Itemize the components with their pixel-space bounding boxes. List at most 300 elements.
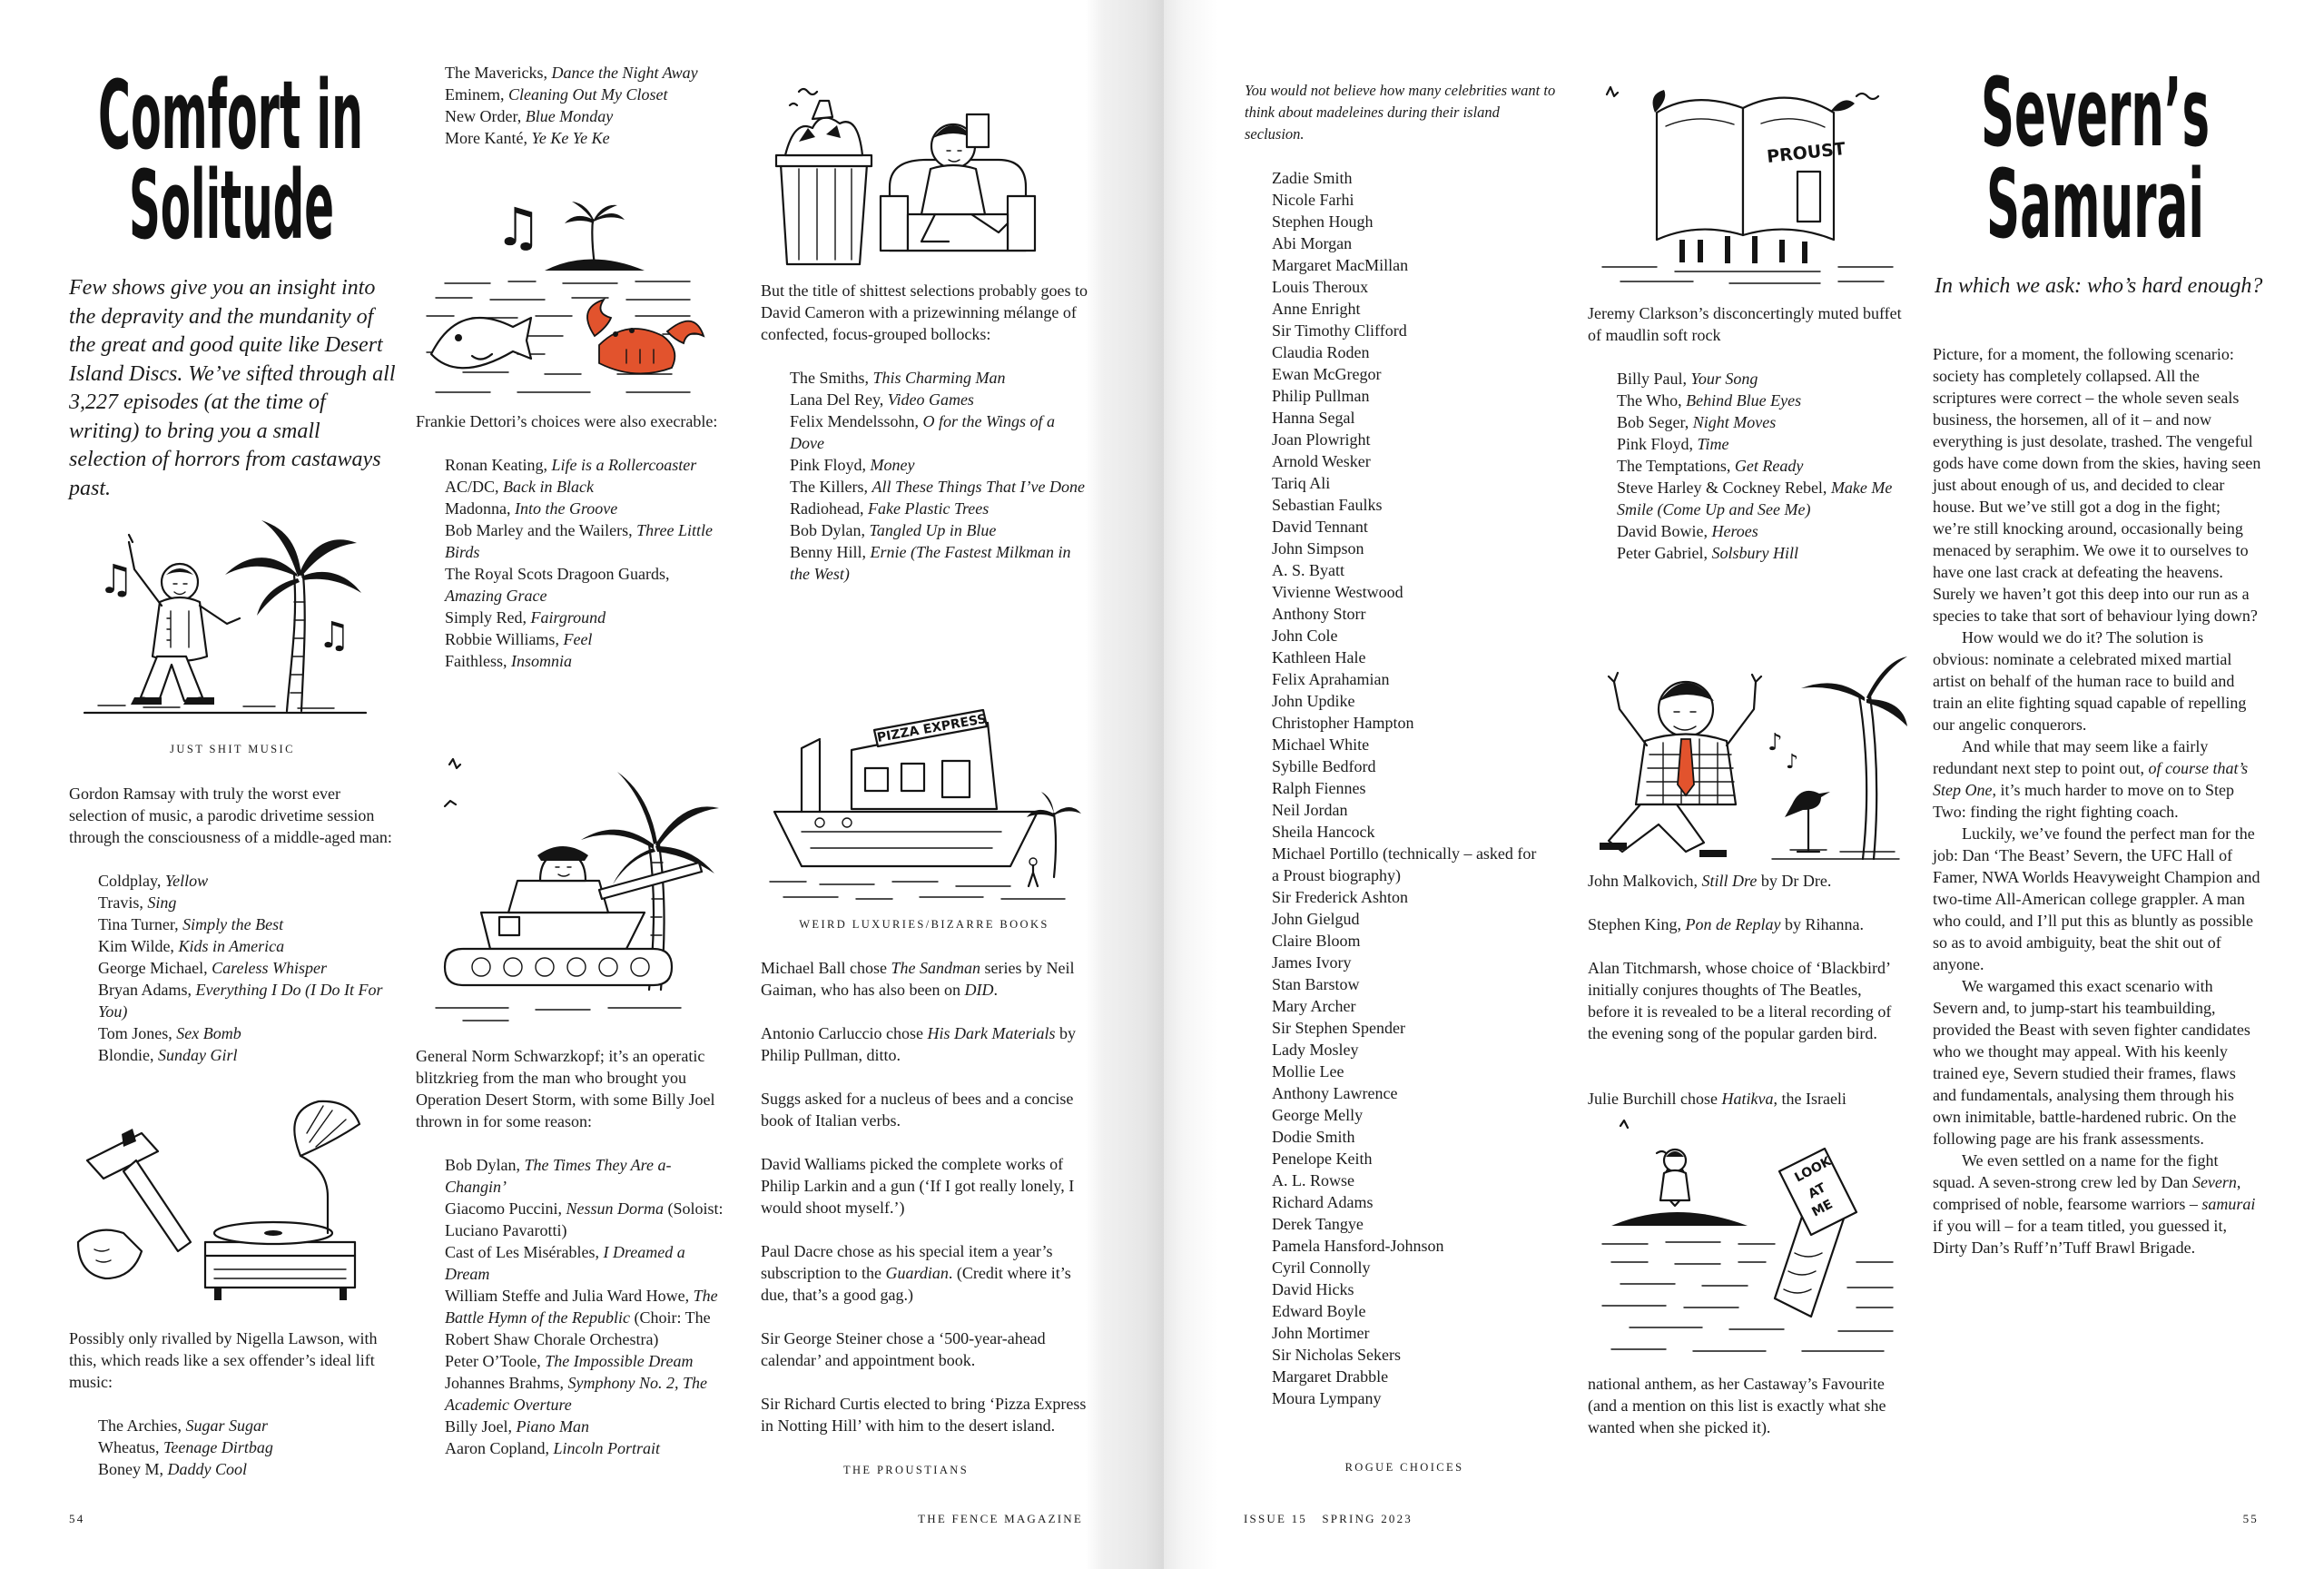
track-list-item (445, 498, 724, 519)
castaway-name: A. S. Byatt (1272, 561, 1345, 579)
article-title-comfort-in-solitude (87, 64, 378, 245)
track-list-item (445, 127, 753, 149)
castaway-name: Ralph Fiennes (1272, 779, 1366, 797)
castaway-name: Sir Nicholas Sekers (1272, 1346, 1401, 1364)
italic-title: All These Things That I’ve Done (872, 478, 1085, 496)
track-list-item (790, 454, 1088, 476)
castaway-name: Dodie Smith (1272, 1128, 1355, 1146)
italic-title: This Charming Man (872, 369, 1006, 387)
text-run: The Who, (1617, 391, 1687, 410)
text-run: Travis, (98, 893, 148, 912)
proustians-name-list (1272, 167, 1544, 1409)
italic-title: Solsbury Hill (1711, 544, 1798, 562)
message-text-me: ME (1809, 1197, 1836, 1220)
track-list-item (1617, 390, 1905, 411)
section-caption-just-shit-music: JUST SHIT MUSIC (170, 743, 295, 755)
title-line-2: Solitude (129, 150, 334, 245)
castaway-name: Mollie Lee (1272, 1062, 1344, 1081)
paragraph (1933, 343, 2261, 627)
track-list-item (445, 1350, 729, 1372)
music-note-icon: ♫ (495, 196, 542, 258)
castaway-name: Michael Portillo (technically – asked for a Proust biography) (1272, 844, 1537, 884)
text-run: We wargamed this exact scenario with Severn and, to jump-start his teambuilding, provided the Beast with seven fighter candidates who we thought may appeal. With his keenly trained eye, Severn studied their frames, flaws and fundamentals, analysing them through his own inimitable, battle-hardened rubric. On the following page are his frank assessments. (1933, 977, 2250, 1148)
dettori-section (416, 410, 724, 672)
italic-title: Cleaning Out My Closet (508, 85, 668, 104)
paragraph (761, 1327, 1088, 1371)
track-list-item (445, 476, 724, 498)
illustration-bin-man-armchair (763, 78, 1044, 271)
text-run: Johannes Brahms, (445, 1374, 568, 1392)
text-run: Stephen King, (1588, 915, 1686, 933)
text-run: Sir Richard Curtis elected to bring ‘Pizza Express in Notting Hill’ with him to the desert island. (761, 1395, 1087, 1435)
track-list-item (790, 476, 1088, 498)
track-list-item (98, 957, 396, 979)
castaway-name: Anthony Lawrence (1272, 1084, 1398, 1102)
text-run: Bryan Adams, (98, 981, 196, 999)
italic-title: Get Ready (1734, 457, 1804, 475)
castaway-name: A. L. Rowse (1272, 1171, 1354, 1189)
italic-title: Video Games (887, 390, 974, 409)
track-list-item (790, 389, 1088, 410)
text-run: More Kanté, (445, 129, 532, 147)
text-run: by Dr Dre. (1757, 872, 1832, 890)
italic-title: Nessun Dorma (566, 1199, 664, 1218)
italic-title: The Sandman (891, 959, 980, 977)
castaway-name: John Simpson (1272, 539, 1364, 558)
italic-title: Dance the Night Away (551, 64, 698, 82)
issue-footer: ISSUE 15 SPRING 2023 (1244, 1512, 1413, 1525)
italic-title: Life is a Rollercoaster (551, 456, 697, 474)
text-run: Bob Dylan, (790, 521, 870, 539)
ramsay-track-list (69, 870, 396, 1066)
track-list-item (790, 498, 1088, 519)
castaway-name: Vivienne Westwood (1272, 583, 1403, 601)
title-line-2: Samurai (1986, 149, 2204, 243)
castaway-name: David Tennant (1272, 518, 1368, 536)
italic-title: Still Dre (1701, 872, 1758, 890)
castaway-name: Sir Frederick Ashton (1272, 888, 1408, 906)
castaway-name: Arnold Wesker (1272, 452, 1371, 470)
schwarzkopf-track-list (416, 1154, 729, 1459)
castaway-name: Louis Theroux (1272, 278, 1369, 296)
italic-title: Ernie (The Fastest Milkman in the West) (790, 543, 1071, 583)
standfirst: Few shows give you an insight into the depravity and the mundanity of the great and good quite like Desert Island Discs. We’ve sifted through all 3,227 episodes (at the time of writing) to bring you a small selection of horrors from castaways past. (69, 276, 396, 500)
track-list-item (445, 84, 753, 105)
text-run: Billy Paul, (1617, 370, 1691, 388)
track-list-item (1617, 520, 1905, 542)
paragraph (1933, 975, 2261, 1150)
track-list-item (445, 62, 753, 84)
illustration-readers-proust-book (1593, 76, 1902, 287)
castaway-name: John Updike (1272, 692, 1355, 710)
italic-title: Three Little Birds (445, 521, 714, 561)
text-run: George Michael, (98, 959, 212, 977)
castaway-name: Mary Archer (1272, 997, 1356, 1015)
italic-title: Everything I Do (I Do It For You) (98, 981, 383, 1021)
text-run: The Killers, (790, 478, 872, 496)
italic-title: Behind Blue Eyes (1686, 391, 1802, 410)
text-run: , the Israeli (1773, 1090, 1846, 1108)
italic-title: Sugar Sugar (185, 1416, 268, 1435)
text-run: Peter O’Toole, (445, 1352, 546, 1370)
castaway-name: Pamela Hansford-Johnson (1272, 1237, 1444, 1255)
italic-title: Sing (147, 893, 177, 912)
italic-title: Money (870, 456, 915, 474)
text-run: . (993, 981, 998, 999)
lawson-intro: Possibly only rivalled by Nigella Lawson, with this, which reads like a sex offender’s ideal lift music: (69, 1329, 378, 1391)
text-run: Bob Marley and the Wailers, (445, 521, 637, 539)
cameron-intro: But the title of shittest selections probably goes to David Cameron with a prizewinning mélange of confected, focus-grouped bollocks: (761, 281, 1088, 343)
text-run: Julie Burchill chose (1588, 1090, 1722, 1108)
text-run: Boney M, (98, 1460, 168, 1478)
castaway-name: Ewan McGregor (1272, 365, 1382, 383)
section-caption-weird-luxuries: WEIRD LUXURIES/BIZARRE BOOKS (799, 918, 1049, 931)
paragraph (1588, 957, 1905, 1044)
lawson-track-list-continued (416, 62, 753, 149)
castaway-name: Cyril Connolly (1272, 1258, 1371, 1277)
track-list-item (1617, 455, 1905, 477)
text-run: We even settled on a name for the fight squad. A seven-strong crew led by Dan (1933, 1151, 2219, 1191)
track-list-item (445, 607, 724, 628)
track-list-item (98, 1044, 396, 1066)
illustration-dancing-chef-palm-tree (80, 511, 370, 720)
track-list-item (1617, 368, 1905, 390)
text-run: Eminem, (445, 85, 508, 104)
italic-title: Piano Man (516, 1417, 590, 1436)
italic-title: Sunday Girl (158, 1046, 238, 1064)
castaway-name: John Gielgud (1272, 910, 1360, 928)
burchill-paragraph-start (1588, 1088, 1905, 1110)
paragraph (1588, 870, 1905, 892)
castaway-name: John Cole (1272, 627, 1338, 645)
text-run: Sir George Steiner chose a ‘500-year-ahead calendar’ and appointment book. (761, 1329, 1046, 1369)
illustration-hammer-gramophone (69, 1097, 369, 1308)
page-number-left: 54 (69, 1512, 85, 1525)
clarkson-section (1588, 302, 1905, 564)
track-list-item (1617, 411, 1905, 433)
text-run: Suggs asked for a nucleus of bees and a concise book of Italian verbs. (761, 1090, 1074, 1130)
article-body (1933, 343, 2261, 1258)
text-run: Bob Seger, (1617, 413, 1693, 431)
castaway-name: Sybille Bedford (1272, 757, 1376, 775)
illustration-pizza-express-boat (765, 705, 1083, 908)
castaway-name: Stan Barstow (1272, 975, 1360, 993)
text-run: , it’s much harder to move on to Step Two: finding the right fighting coach. (1933, 781, 2234, 821)
castaway-name: Nicole Farhi (1272, 191, 1354, 209)
section-caption-rogue-choices: ROGUE CHOICES (1344, 1461, 1464, 1474)
rogue-choices-list (1588, 870, 1905, 1066)
track-list-item (790, 541, 1088, 585)
italic-title: Sex Bomb (176, 1024, 241, 1042)
italic-title: Yellow (164, 872, 209, 890)
castaway-name: Tariq Ali (1272, 474, 1331, 492)
castaway-name: Anne Enright (1272, 300, 1361, 318)
text-run: And while that may seem like a fairly redundant next step to point out, (1933, 737, 2209, 777)
track-list-item (790, 410, 1088, 454)
italic-title: Teenage Dirtbag (162, 1438, 273, 1456)
illustration-island-message-bottle (1593, 1117, 1902, 1360)
text-run: Picture, for a moment, the following scenario: society has completely collapsed. All the scriptures were correct – the whole seven seals business, the horsemen, all of it – and now everything is just desolate, trashed. The vengeful gods have come down from the skies, having seen just about enough of us, and decided to clear house. But we’ve still got a dog in the fight; we’re still knocking around, occasionally being menaced by seraphim. We owe it to ourselves to have one last crack at defeating the heavens. Surely we haven’t got this deep into our run as a species to take that sort of behaviour lying down? (1933, 345, 2261, 625)
castaway-name: Kathleen Hale (1272, 648, 1366, 666)
proustians-intro: You would not believe how many celebrities want to think about madeleines during their island seclusion. (1245, 82, 1556, 143)
italic-title: Tangled Up in Blue (869, 521, 997, 539)
title-line-1: Severn’s (1981, 62, 2210, 168)
track-list-item (98, 1415, 396, 1436)
paragraph (761, 957, 1088, 1001)
paragraph (1933, 735, 2261, 823)
castaway-name: Richard Adams (1272, 1193, 1374, 1211)
text-run: The Archies, (98, 1416, 186, 1435)
italic-title: Daddy Cool (167, 1460, 247, 1478)
castaway-name: Joan Plowright (1272, 430, 1371, 449)
italic-title: Fake Plastic Trees (867, 499, 990, 518)
article-title-severns-samurai (1970, 62, 2224, 243)
castaway-name: Hanna Segal (1272, 409, 1355, 427)
castaway-name: George Melly (1272, 1106, 1364, 1124)
italic-title: The Impossible Dream (545, 1352, 694, 1370)
italic-title: Feel (563, 630, 593, 648)
paragraph (1933, 823, 2261, 975)
text-run: by Rihanna. (1780, 915, 1864, 933)
castaway-name: Sir Timothy Clifford (1272, 321, 1407, 340)
article-subtitle: In which we ask: who’s hard enough? (1935, 274, 2263, 298)
text-run: AC/DC, (445, 478, 504, 496)
italic-title: Symphony No. 2, The Academic Overture (445, 1374, 707, 1414)
magazine-name-footer: THE FENCE MAGAZINE (918, 1512, 1083, 1525)
illustration-rockstar-bird-palm-tree (1590, 641, 1908, 870)
italic-title: Kids in America (178, 937, 285, 955)
italic-title: Make Me Smile (Come Up and See Me) (1617, 479, 1893, 518)
text-run: Ronan Keating, (445, 456, 552, 474)
italic-title: Heroes (1711, 522, 1758, 540)
music-note-icon: ♫ (318, 615, 350, 656)
italic-title: Hatikva (1721, 1090, 1774, 1108)
clarkson-intro: Jeremy Clarkson’s disconcertingly muted buffet of maudlin soft rock (1588, 304, 1902, 344)
text-run: Simply Red, (445, 608, 531, 627)
castaway-name: Lady Mosley (1272, 1041, 1359, 1059)
text-run: The Smiths, (790, 369, 873, 387)
italic-title: Into the Groove (514, 499, 618, 518)
castaway-name: Margaret MacMillan (1272, 256, 1409, 274)
schwarzkopf-intro: General Norm Schwarzkopf; it’s an operatic blitzkrieg from the man who brought you Operation Desert Storm, with some Billy Joel thrown in for some reason: (416, 1047, 715, 1130)
text-run: Radiohead, (790, 499, 868, 518)
castaway-name: Stephen Hough (1272, 212, 1374, 231)
track-list-item (445, 628, 724, 650)
track-list-item (445, 454, 724, 476)
italic-title: Insomnia (511, 652, 573, 670)
track-list-item (790, 367, 1088, 389)
castaway-name: Zadie Smith (1272, 169, 1353, 187)
title-line-1: Comfort in (98, 64, 363, 171)
text-run: Madonna, (445, 499, 515, 518)
illustration-tank-palm-tree (427, 754, 726, 1026)
page-number-right: 55 (2242, 1512, 2259, 1525)
text-run: Tom Jones, (98, 1024, 177, 1042)
paragraph (761, 1393, 1088, 1436)
text-run: Coldplay, (98, 872, 165, 890)
text-run: Tina Turner, (98, 915, 183, 933)
text-run: Giacomo Puccini, (445, 1199, 566, 1218)
burchill-paragraph-end: national anthem, as her Castaway’s Favourite (and a mention on this list is exactly what she wanted when she picked it). (1588, 1375, 1886, 1436)
text-run: William Steffe and Julia Ward Howe, (445, 1287, 694, 1305)
text-run: Pink Floyd, (1617, 435, 1698, 453)
track-list-item (445, 519, 724, 563)
text-run: . (Credit where it’s due, that’s a good gag.) (761, 1264, 1071, 1304)
italic-title: The Battle Hymn of the Republic (445, 1287, 718, 1327)
paragraph (761, 1022, 1088, 1066)
castaway-name: Abi Morgan (1272, 234, 1353, 252)
castaway-name: Penelope Keith (1272, 1150, 1373, 1168)
italic-title: His Dark Materials (927, 1024, 1056, 1042)
italic-title: samurai (2201, 1195, 2256, 1213)
track-list-item (445, 1241, 729, 1285)
track-list-item (98, 913, 396, 935)
schwarzkopf-section (416, 1045, 729, 1459)
italic-title: Severn (2191, 1173, 2237, 1191)
italic-title: Blue Monday (525, 107, 614, 125)
music-note-icon: ♫ (98, 557, 134, 603)
track-list-item (98, 870, 396, 892)
text-run: Bob Dylan, (445, 1156, 525, 1174)
lawson-track-list (69, 1415, 396, 1480)
track-list-item (98, 1022, 396, 1044)
castaway-name: Michael White (1272, 735, 1370, 754)
paragraph (761, 1153, 1088, 1219)
castaway-name: Edward Boyle (1272, 1302, 1366, 1320)
luxuries-list (761, 957, 1088, 1458)
text-run: Peter Gabriel, (1617, 544, 1712, 562)
castaway-name: Philip Pullman (1272, 387, 1370, 405)
italic-title: Lincoln Portrait (553, 1439, 660, 1457)
castaway-name: Claudia Roden (1272, 343, 1370, 361)
text-run: New Order, (445, 107, 526, 125)
text-run: Steve Harley & Cockney Rebel, (1617, 479, 1831, 497)
castaway-name: Anthony Storr (1272, 605, 1366, 623)
track-list-item (445, 650, 724, 672)
text-run: by Philip Pullman, ditto. (761, 1024, 1076, 1064)
paragraph (1933, 627, 2261, 735)
track-list-item (445, 1198, 729, 1241)
italic-title: Simply the Best (182, 915, 284, 933)
italic-title: I Dreamed a Dream (445, 1243, 685, 1283)
text-run: Cast of Les Misérables, (445, 1243, 604, 1261)
italic-title: The Times They Are a-Changin’ (445, 1156, 672, 1196)
italic-title: Careless Whisper (212, 959, 327, 977)
castaway-name: Moura Lympany (1272, 1389, 1382, 1407)
track-list-item (445, 563, 724, 607)
text-run: John Malkovich, (1588, 872, 1702, 890)
castaway-name: Sheila Hancock (1272, 823, 1375, 841)
italic-title: DID (964, 981, 994, 999)
message-text-at: AT (1806, 1180, 1828, 1202)
ramsay-section (69, 783, 396, 1066)
illustration-island-fish-lobster (409, 182, 717, 404)
text-run: Benny Hill, (790, 543, 871, 561)
castaway-name: Christopher Hampton (1272, 714, 1414, 732)
track-list-item (1617, 477, 1905, 520)
track-list-item (98, 1436, 396, 1458)
text-run: The Temptations, (1617, 457, 1735, 475)
text-run: Paul Dacre chose as his special item a year’s subscription to the (761, 1242, 1053, 1282)
text-run: David Bowie, (1617, 522, 1712, 540)
text-run: Michael Ball chose (761, 959, 891, 977)
italic-title: Ye Ke Ye Ke (531, 129, 610, 147)
castaway-name: Claire Bloom (1272, 932, 1361, 950)
italic-title: O for the Wings of a Dove (790, 412, 1056, 452)
text-run: How would we do it? The solution is obvious: nominate a celebrated mixed martial artist on behalf of the human race to build and train an elite fighting squad capable of repelling our angelic conquerors. (1933, 628, 2247, 734)
track-list-item (445, 1285, 729, 1350)
dettori-intro: Frankie Dettori’s choices were also execrable: (416, 412, 718, 430)
music-note-icon: ♪ (1768, 729, 1783, 756)
track-list-item (445, 1416, 729, 1437)
text-run: Antonio Carluccio chose (761, 1024, 928, 1042)
message-text-look: LOOK (1792, 1154, 1834, 1186)
italic-title: of course that’s Step One (1933, 759, 2249, 799)
paragraph (1588, 913, 1905, 935)
castaway-name: David Hicks (1272, 1280, 1354, 1298)
track-list-item (98, 892, 396, 913)
italic-title: Time (1697, 435, 1729, 453)
text-run: Faithless, (445, 652, 512, 670)
paragraph (761, 1240, 1088, 1306)
text-run: Blondie, (98, 1046, 158, 1064)
text-run: (Soloist: Luciano Pavarotti) (445, 1199, 724, 1239)
track-list-item (98, 1458, 396, 1480)
italic-title: Night Moves (1692, 413, 1777, 431)
text-run: series by Neil Gaiman, who has also been on (761, 959, 1075, 999)
clarkson-track-list (1588, 368, 1905, 564)
text-run: Aaron Copland, (445, 1439, 554, 1457)
track-list-item (98, 935, 396, 957)
music-note-icon: ♪ (1786, 751, 1799, 774)
text-run: , comprised of noble, fearsome warriors – (1933, 1173, 2241, 1213)
text-run: Felix Mendelssohn, (790, 412, 923, 430)
track-list-item (445, 105, 753, 127)
track-list-item (445, 1154, 729, 1198)
text-run: Luckily, we’ve found the perfect man for the job: Dan ‘The Beast’ Severn, the UFC Hall of Famer, NWA Worlds Heavyweight Champion and two-time All-American college grappler. A man who could, and I’ll put this as bluntly as possible so as to avoid ambiguity, beat the shit out of anyone. (1933, 824, 2260, 973)
ramsay-intro: Gordon Ramsay with truly the worst ever selection of music, a parodic drivetime session through the consciousness of a middle-aged man: (69, 784, 392, 846)
text-run: Kim Wilde, (98, 937, 179, 955)
castaway-name: Derek Tangye (1272, 1215, 1364, 1233)
proust-book-title: PROUST (1766, 139, 1846, 167)
text-run: Lana Del Rey, (790, 390, 888, 409)
italic-title: Your Song (1690, 370, 1758, 388)
castaway-name: Sir Stephen Spender (1272, 1019, 1405, 1037)
text-run: The Royal Scots Dragoon Guards, (445, 565, 670, 583)
italic-title: Guardian (885, 1264, 949, 1282)
track-list-item (98, 979, 396, 1022)
paragraph (761, 1088, 1088, 1131)
dettori-track-list (416, 454, 724, 672)
text-run: if you will – for a team titled, you guessed it, Dirty Dan’s Ruff’n’Tuff Brawl Brigade. (1933, 1217, 2227, 1257)
italic-title: Fairground (530, 608, 606, 627)
text-run: Robbie Williams, (445, 630, 564, 648)
text-run: Alan Titchmarsh, whose choice of ‘Blackbird’ initially conjures thoughts of The Beatles, before it is revealed to be a literal recording of the evening song of the popular garden bird. (1588, 959, 1892, 1042)
text-run: Wheatus, (98, 1438, 163, 1456)
track-list-item (1617, 433, 1905, 455)
text-run: The Mavericks, (445, 64, 552, 82)
track-list-item (445, 1372, 729, 1416)
track-list-item (445, 1437, 729, 1459)
lawson-section (69, 1327, 396, 1480)
castaway-name: Neil Jordan (1272, 801, 1348, 819)
text-run: David Walliams picked the complete works of Philip Larkin and a gun (‘If I got really lonely, I would shoot myself.’) (761, 1155, 1075, 1217)
paragraph (1933, 1150, 2261, 1258)
text-run: (Choir: The Robert Shaw Chorale Orchestra) (445, 1308, 711, 1348)
text-run: Pink Floyd, (790, 456, 871, 474)
castaway-name: Felix Aprahamian (1272, 670, 1390, 688)
castaway-name: Sebastian Faulks (1272, 496, 1383, 514)
